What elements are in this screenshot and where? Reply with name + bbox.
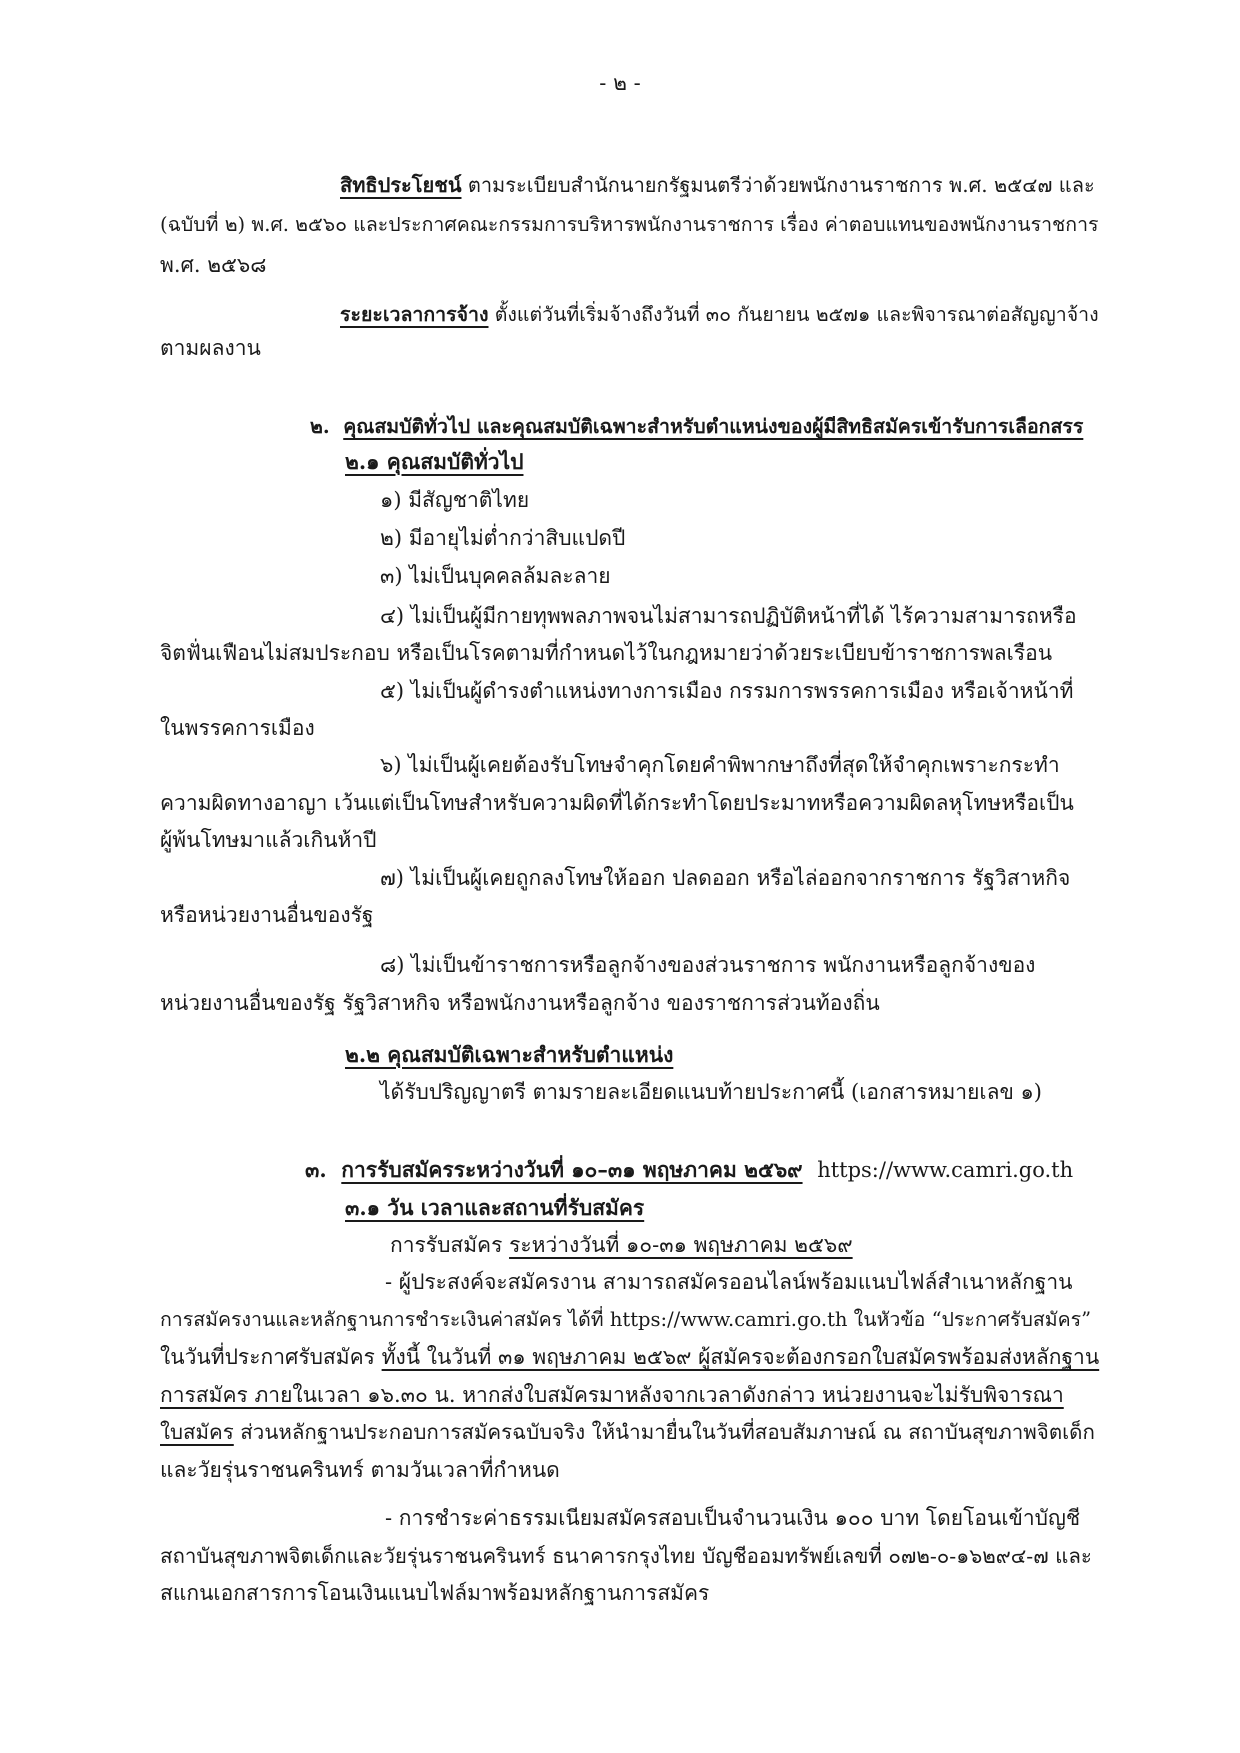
apply-paragraph-line: ใบสมัคร ส่วนหลักฐานประกอบการสมัครฉบับจริง ให้นำมายื่นในวันที่สอบสัมภาษณ์ ณ สถาบันสุขภาพจิตเด็ก (160, 1420, 1095, 1444)
period-label: ระยะเวลาการจ้าง (340, 303, 489, 326)
qualification-item-cont: ในพรรคการเมือง (160, 716, 315, 740)
qualification-item-cont: ความผิดทางอาญา เว้นแต่เป็นโทษสำหรับความผิดที่ได้กระทำโดยประมาทหรือความผิดลหุโทษหรือเป็น (160, 791, 1074, 815)
apply-paragraph-line: และวัยรุ่นราชนครินทร์ ตามวันเวลาที่กำหนด (160, 1458, 560, 1482)
section-3-number: ๓. (305, 1157, 327, 1182)
section-2-title: คุณสมบัติทั่วไป และคุณสมบัติเฉพาะสำหรับตำแหน่งของผู้มีสิทธิสมัครเข้ารับการเลือกสรร (343, 415, 1084, 438)
section-3-heading (305, 1155, 1073, 1187)
apply-paragraph-line: การสมัคร ภายในเวลา ๑๖.๓๐ น. หากส่งใบสมัครมาหลังจากเวลาดังกล่าว หน่วยงานจะไม่รับพิจารณา (160, 1383, 1064, 1407)
qualification-item: ๗) ไม่เป็นผู้เคยถูกลงโทษให้ออก ปลดออก หรือไล่ออกจากราชการ รัฐวิสาหกิจ (380, 866, 1071, 890)
qualification-item: ๕) ไม่เป็นผู้ดำรงตำแหน่งทางการเมือง กรรมการพรรคการเมือง หรือเจ้าหน้าที่ (380, 679, 1074, 703)
section-2-2-text: ได้รับปริญญาตรี ตามรายละเอียดแนบท้ายประกาศนี้ (เอกสารหมายเลข ๑) (380, 1080, 1043, 1104)
apply-paragraph-line: - ผู้ประสงค์จะสมัครงาน สามารถสมัครออนไลน์พร้อมแนบไฟล์สำเนาหลักฐาน (385, 1270, 1073, 1294)
qualification-item: ๑) มีสัญชาติไทย (380, 488, 530, 512)
receive-dates: ระหว่างวันที่ ๑๐-๓๑ พฤษภาคม ๒๕๖๙ (509, 1233, 853, 1257)
qualification-item: ๔) ไม่เป็นผู้มีกายทุพพลภาพจนไม่สามารถปฏิบัติหน้าที่ได้ ไร้ความสามารถหรือ (380, 604, 1077, 628)
qualification-item: ๖) ไม่เป็นผู้เคยต้องรับโทษจำคุกโดยคำพิพากษาถึงที่สุดให้จำคุกเพราะกระทำ (380, 753, 1060, 777)
apply-paragraph-line: การสมัครงานและหลักฐานการชำระเงินค่าสมัคร ได้ที่ https://www.camri.go.th ในหัวข้อ “ประกาศรับสมัคร” (160, 1308, 1092, 1331)
qualification-item-cont: หน่วยงานอื่นของรัฐ รัฐวิสาหกิจ หรือพนักงานหรือลูกจ้าง ของราชการส่วนท้องถิ่น (160, 991, 880, 1015)
section-3-title: การรับสมัครระหว่างวันที่ ๑๐–๓๑ พฤษภาคม ๒๕๖๙ (341, 1157, 803, 1182)
benefits-line-3: พ.ศ. ๒๕๖๘ (160, 253, 267, 277)
qualification-item-cont: หรือหน่วยงานอื่นของรัฐ (160, 903, 374, 927)
qualification-item: ๘) ไม่เป็นข้าราชการหรือลูกจ้างของส่วนราชการ พนักงานหรือลูกจ้างของ (380, 953, 1036, 977)
section-3-1-title: ๓.๑ วัน เวลาและสถานที่รับสมัคร (345, 1195, 645, 1220)
fee-paragraph-line: - การชำระค่าธรรมเนียมสมัครสอบเป็นจำนวนเงิน ๑๐๐ บาท โดยโอนเข้าบัญชี (385, 1506, 1081, 1530)
apply-paragraph-line: ในวันที่ประกาศรับสมัคร ทั้งนี้ ในวันที่ ๓๑ พฤษภาคม ๒๕๖๙ ผู้สมัครจะต้องกรอกใบสมัครพร้อมส่งหลักฐาน (160, 1345, 1100, 1369)
fee-paragraph-line: สถาบันสุขภาพจิตเด็กและวัยรุ่นราชนครินทร์ ธนาคารกรุงไทย บัญชีออมทรัพย์เลขที่ ๐๗๒-๐-๑๖๒๙๔-๗ และ (160, 1544, 1092, 1568)
section-2-number: ๒. (310, 415, 330, 438)
benefits-line-2: (ฉบับที่ ๒) พ.ศ. ๒๕๖๐ และประกาศคณะกรรมการบริหารพนักงานราชการ เรื่อง ค่าตอบแทนของพนักงานราชการ (160, 213, 1099, 236)
section-2-heading (310, 412, 1083, 444)
qualification-item-cont: จิตฟั่นเฟือนไม่สมประกอบ หรือเป็นโรคตามที่กำหนดไว้ในกฎหมายว่าด้วยระเบียบข้าราชการพลเรือน (160, 641, 1053, 665)
qualification-item: ๒) มีอายุไม่ต่ำกว่าสิบแปดปี (380, 526, 626, 550)
receive-dates-line: การรับสมัคร ระหว่างวันที่ ๑๐-๓๑ พฤษภาคม ๒๕๖๙ (390, 1233, 853, 1257)
benefits-line-1: สิทธิประโยชน์ ตามระเบียบสำนักนายกรัฐมนตรีว่าด้วยพนักงานราชการ พ.ศ. ๒๕๔๗ และ (340, 173, 1095, 197)
section-2-2-title: ๒.๒ คุณสมบัติเฉพาะสำหรับตำแหน่ง (345, 1042, 674, 1067)
period-line-2: ตามผลงาน (160, 336, 261, 360)
qualification-item: ๓) ไม่เป็นบุคคลล้มละลาย (380, 564, 611, 588)
fee-paragraph-line: สแกนเอกสารการโอนเงินแนบไฟล์มาพร้อมหลักฐานการสมัคร (160, 1581, 710, 1605)
benefits-label: สิทธิประโยชน์ (340, 173, 462, 197)
section-2-1-title: ๒.๑ คุณสมบัติทั่วไป (345, 449, 524, 474)
page-number: - ๒ - (599, 71, 641, 95)
section-3-url: https://www.camri.go.th (817, 1158, 1074, 1182)
period-line-1: ระยะเวลาการจ้าง ตั้งแต่วันที่เริ่มจ้างถึงวันที่ ๓๐ กันยายน ๒๕๗๑ และพิจารณาต่อสัญญาจ้าง (340, 303, 1099, 326)
qualification-item-cont: ผู้พ้นโทษมาแล้วเกินห้าปี (160, 828, 377, 852)
